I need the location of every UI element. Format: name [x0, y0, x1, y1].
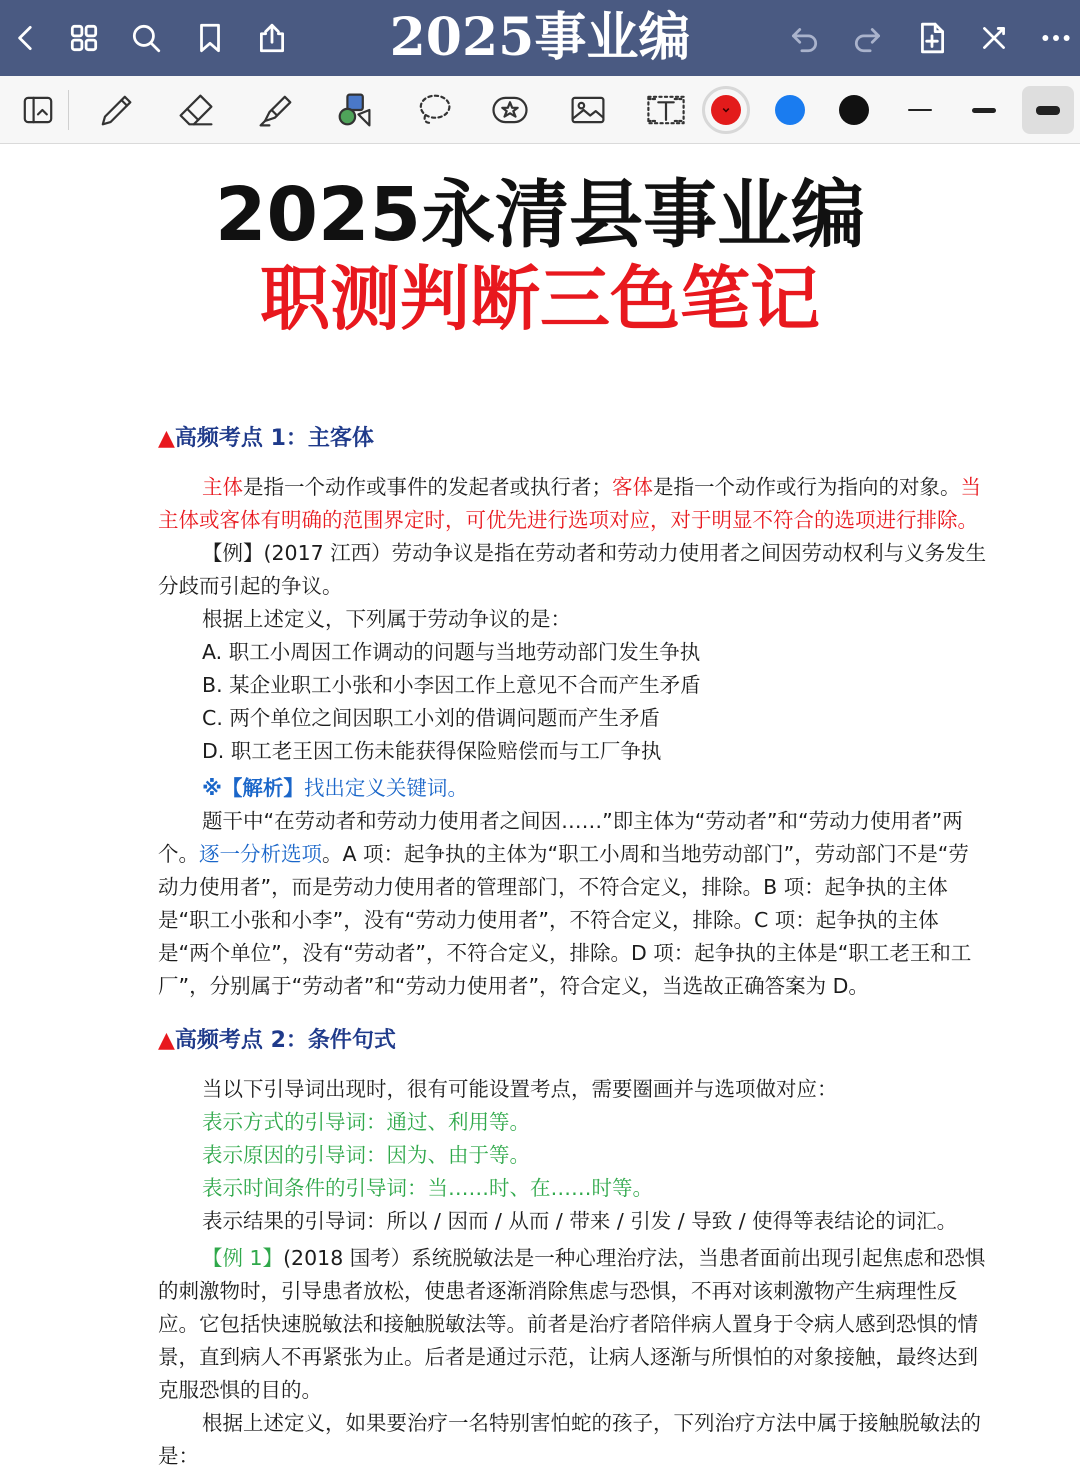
sidebar-icon[interactable] — [10, 82, 66, 138]
share-icon[interactable] — [246, 12, 298, 64]
document-page — [0, 145, 1080, 1468]
search-icon[interactable] — [120, 12, 172, 64]
term-object: 客体 — [612, 475, 653, 499]
section-heading-text: 高频考点 2：条件句式 — [174, 1028, 396, 1053]
back-icon[interactable] — [0, 12, 52, 64]
question-text-2: 根据上述定义，如果要治疗一名特别害怕蛇的孩子，下列治疗方法中属于接触脱敏法的是： — [158, 1411, 981, 1468]
image-icon[interactable] — [560, 82, 616, 138]
stroke-medium-line — [972, 108, 996, 113]
drawing-toolbar — [0, 76, 1080, 144]
analysis-text: 。A 项：起争执的主体为“职工小周和当地劳动部门”，劳动部门不是“劳动力使用者”，而是劳动力使用者的管理部门，不符合定义，排除。B 项：起争执的主体是“职工小张和小李”，没有“劳动力使用者”，不符合定义，排除。C 项：起争执的主体是“两个单位”，没有“劳动者”，不符合定义，排除。D 项：起争执的主体是“职工老王和工厂”，分别属于“劳动者”和“劳动力使用者”，符合定义，当选故正确答案为 D。 — [158, 842, 972, 998]
stroke-thick-option[interactable] — [1022, 86, 1074, 134]
green-line-reason: 表示原因的引导词：因为、由于等。 — [202, 1143, 530, 1167]
sticker-icon[interactable] — [482, 82, 538, 138]
bookmark-icon[interactable] — [184, 12, 236, 64]
note-content — [158, 417, 988, 1473]
option-a: A. 职工小周因工作调动的问题与当地劳动部门发生争执 — [202, 640, 701, 664]
shapes-icon[interactable] — [326, 82, 382, 138]
intro-text: 当以下引导词出现时，很有可能设置考点，需要圈画并与选项做对应： — [202, 1077, 838, 1101]
stroke-thick-line — [1036, 106, 1060, 115]
selected-color — [711, 95, 741, 125]
add-page-icon[interactable] — [906, 12, 958, 64]
close-icon[interactable] — [968, 12, 1020, 64]
definition-paragraph — [158, 471, 988, 537]
analysis-title: 找出定义关键词 — [303, 776, 448, 800]
example-1-paragraph — [158, 1242, 988, 1407]
blue-color — [775, 95, 805, 125]
document-title: 2025事业编 — [389, 7, 691, 68]
stroke-medium-option[interactable] — [958, 86, 1010, 134]
example-tag: 【例 1】 — [202, 1246, 284, 1270]
definition-text: 是指一个动作或事件的发起者或执行者； — [243, 475, 612, 499]
green-line-method: 表示方式的引导词：通过、利用等。 — [202, 1110, 530, 1134]
color-blue-swatch[interactable] — [766, 86, 814, 134]
stroke-thin-option[interactable] — [894, 86, 946, 134]
more-icon[interactable] — [1030, 12, 1082, 64]
lasso-icon[interactable] — [406, 82, 462, 138]
triangle-marker: ▲ — [158, 426, 175, 451]
section-heading-text: 高频考点 1：主客体 — [174, 426, 374, 451]
color-red-swatch[interactable] — [702, 86, 750, 134]
green-line-time: 表示时间条件的引导词：当……时、在……时等。 — [202, 1176, 653, 1200]
question-text: 根据上述定义，下列属于劳动争议的是： — [202, 607, 571, 631]
triangle-marker: ▲ — [158, 1028, 175, 1053]
option-d: D. 职工老王因工伤未能获得保险赔偿而与工厂争执 — [202, 739, 662, 763]
analysis-text: 题干中“在劳动者和劳动力使用者之间因……”即主体为“劳动者”和“劳动力使用者”两个。 — [158, 809, 963, 866]
key-rule: 当主体或客体有明确的范围界定时，可优先进行选项对应，对于明显不符合的选项进行排除。 — [158, 475, 981, 532]
eraser-icon[interactable] — [168, 82, 224, 138]
black-color — [839, 95, 869, 125]
pen-icon[interactable] — [88, 82, 144, 138]
analysis-mark: ※【解析】 — [202, 776, 304, 800]
page-title: 2025永清县事业编 — [215, 172, 865, 258]
highlighter-icon[interactable] — [248, 82, 304, 138]
text-icon[interactable] — [638, 82, 694, 138]
analysis-heading — [158, 772, 988, 805]
definition-text: 是指一个动作或行为指向的对象。 — [653, 475, 961, 499]
analysis-paragraph — [158, 805, 988, 1003]
grid-icon[interactable] — [58, 12, 110, 64]
color-black-swatch[interactable] — [830, 86, 878, 134]
toolbar-divider — [68, 90, 69, 130]
analysis-end: 。 — [447, 776, 468, 800]
example-paragraph: 【例】(2017 江西）劳动争议是指在劳动者和劳动力使用者之间因劳动权利与义务发生分歧而引起的争议。 — [158, 541, 987, 598]
option-c: C. 两个单位之间因职工小刘的借调问题而产生矛盾 — [202, 706, 660, 730]
undo-icon[interactable] — [778, 12, 830, 64]
analysis-highlight: 逐一分析选项 — [199, 842, 322, 866]
section-heading-1 — [158, 417, 988, 461]
top-navigation-bar — [0, 0, 1080, 76]
stroke-thin-line — [908, 109, 932, 111]
term-subject: 主体 — [202, 475, 243, 499]
redo-icon[interactable] — [842, 12, 894, 64]
example-text: (2018 国考）系统脱敏法是一种心理治疗法，当患者面前出现引起焦虑和恐惧的刺激物时，引导患者放松，使患者逐渐消除焦虑与恐惧，不再对该刺激物产生病理性反应。它包括快速脱敏法和接触脱敏法等。前者是治疗者陪伴病人置身于令病人感到恐惧的情景，直到病人不再紧张为止。后者是通过示范，让病人逐渐与所惧怕的对象接触，最终达到克服恐惧的目的。 — [158, 1246, 986, 1402]
page-subtitle: 职测判断三色笔记 — [260, 257, 820, 340]
result-line: 表示结果的引导词：所以 / 因而 / 从而 / 带来 / 引发 / 导致 / 使得等表结论的词汇。 — [202, 1209, 958, 1233]
option-b: B. 某企业职工小张和小李因工作上意见不合而产生矛盾 — [202, 673, 701, 697]
section-heading-2 — [158, 1019, 988, 1063]
